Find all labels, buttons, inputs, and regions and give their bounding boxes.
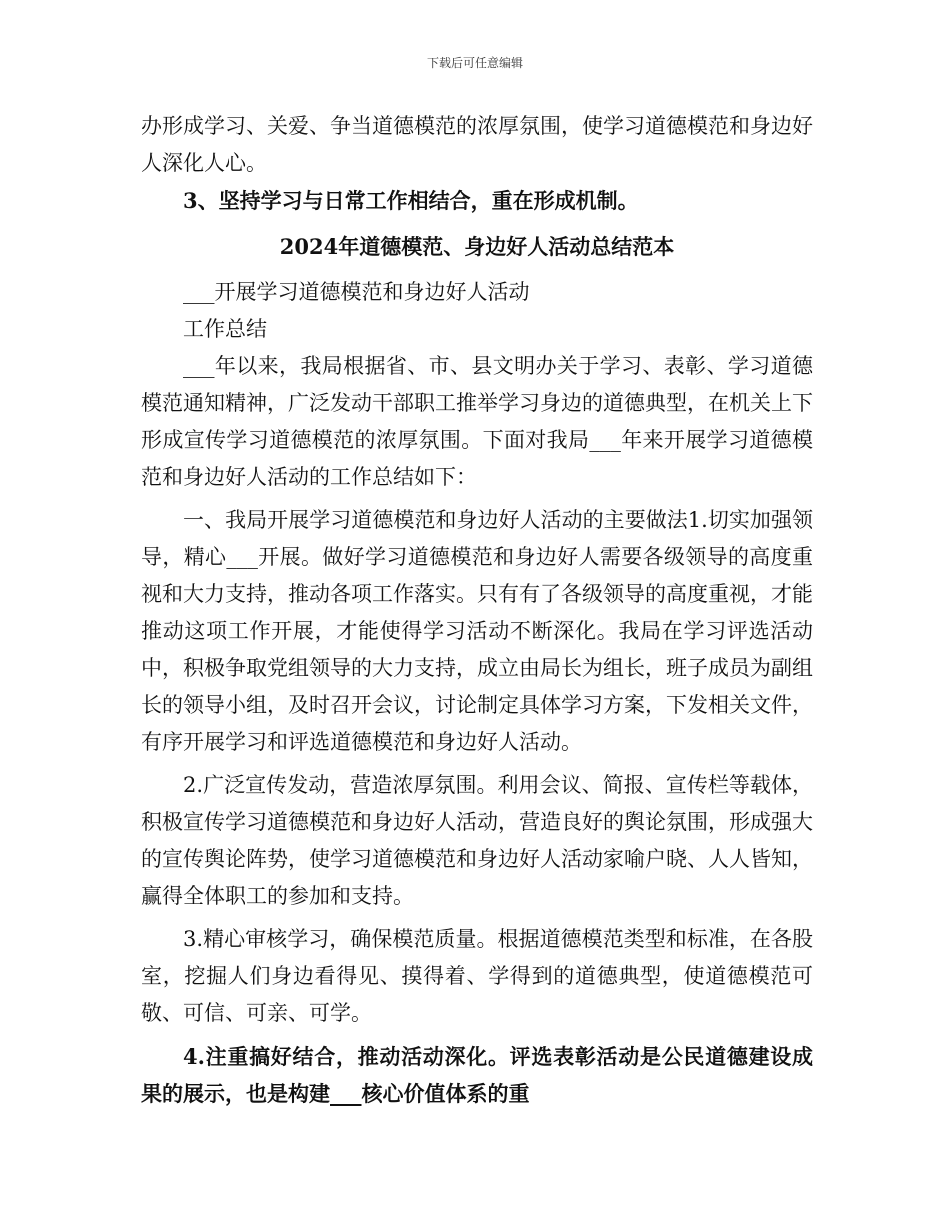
paragraph-intro: ___年以来，我局根据省、市、县文明办关于学习、表彰、学习道德模范通知精神，广泛发动干部职工推举学习身边的道德典型，在机关上下形成宣传学习道德模范的浓厚氛围。下面对我局___年来开展学习道德模范和身边好人活动的工作总结如下： xyxy=(141,354,813,489)
paragraph-item-2: 2.广泛宣传发动，营造浓厚氛围。利用会议、简报、宣传栏等载体，积极宣传学习道德模范和身边好人活动，营造良好的舆论氛围，形成强大的宣传舆论阵势，使学习道德模范和身边好人活动家喻户晓、人人皆知，赢得全体职工的参加和支持。 xyxy=(141,773,813,908)
document-title: 2024年道德模范、身边好人活动总结范本 xyxy=(279,234,675,259)
page-header: 下载后可任意编辑 xyxy=(426,56,523,70)
document-body xyxy=(141,108,813,1112)
paragraph-item-3: 3.精心审核学习，确保模范质量。根据道德模范类型和标准，在各股室，挖掘人们身边看得见、摸得着、学得到的道德典型，使道德模范可敬、可信、可亲、可学。 xyxy=(141,927,813,1025)
paragraph-item-4: 4.注重搞好结合，推动活动深化。评选表彰活动是公民道德建设成果的展示，也是构建___核心价值体系的重 xyxy=(141,1044,813,1106)
subtitle-line-1: ___开展学习道德模范和身边好人活动 xyxy=(183,280,530,304)
paragraph-point-3: 3、坚持学习与日常工作相结合，重在形成机制。 xyxy=(183,188,639,213)
paragraph-section-1: 一、我局开展学习道德模范和身边好人活动的主要做法1.切实加强领导，精心___开展。做好学习道德模范和身边好人需要各级领导的高度重视和大力支持，推动各项工作落实。只有有了各级领导的高度重视，才能推动这项工作开展，才能使得学习活动不断深化。我局在学习评选活动中，积极争取党组领导的大力支持，成立由局长为组长，班子成员为副组长的领导小组，及时召开会议，讨论制定具体学习方案，下发相关文件，有序开展学习和评选道德模范和身边好人活动。 xyxy=(141,508,813,754)
subtitle-line-2: 工作总结 xyxy=(183,317,267,341)
paragraph-continuation: 办形成学习、关爱、争当道德模范的浓厚氛围，使学习道德模范和身边好人深化人心。 xyxy=(141,114,813,175)
